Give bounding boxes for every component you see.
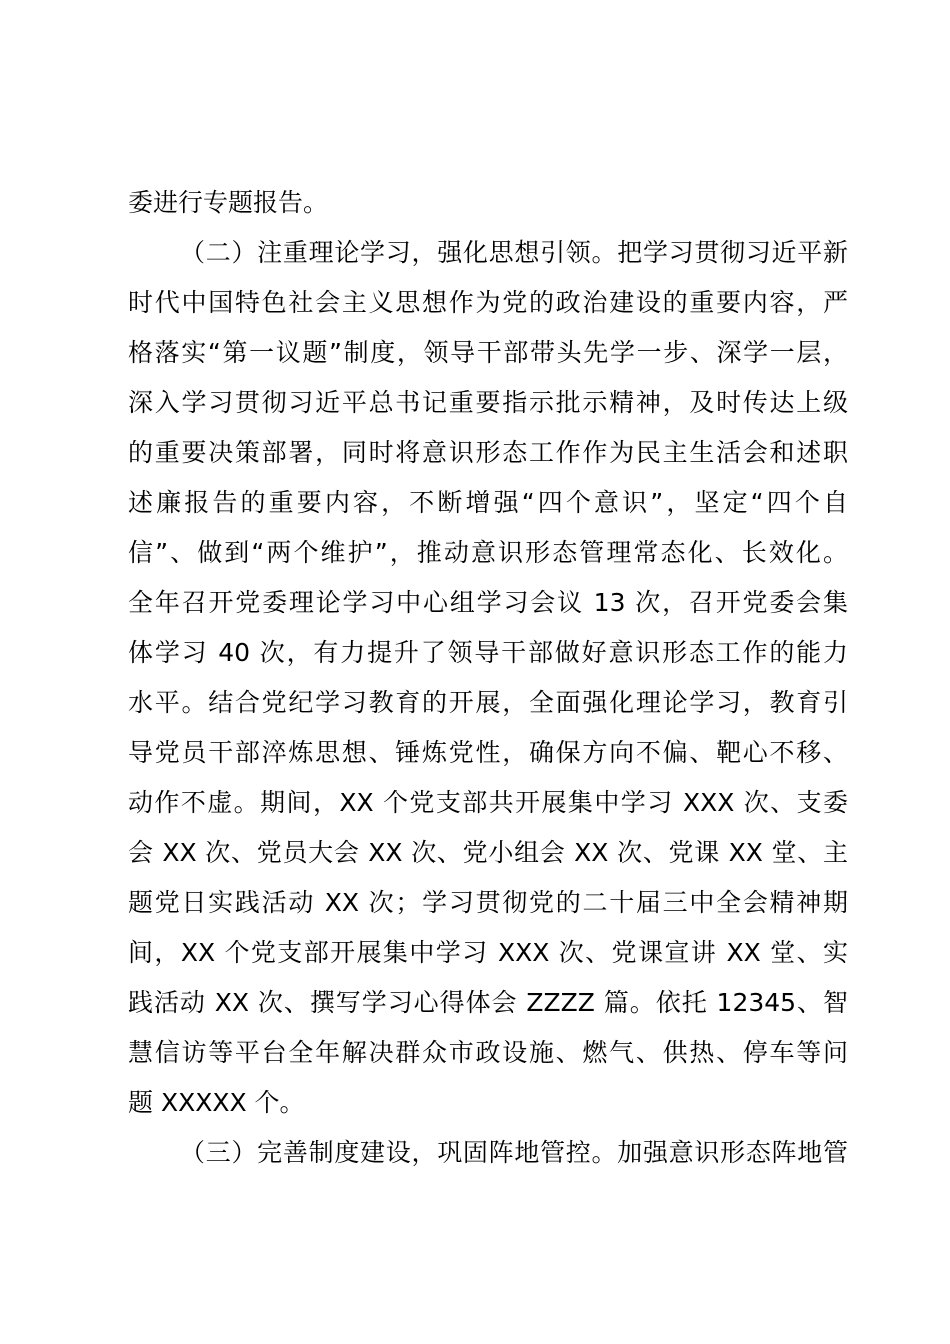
text-line-11: 水平。结合党纪学习教育的开展，全面强化理论学习，教育引 <box>128 688 848 717</box>
text-line-1: 委进行专题报告。 <box>128 188 329 217</box>
text-line-8: 信”、做到“两个维护”，推动意识形态管理常态化、长效化。 <box>128 538 848 567</box>
text-line-7: 述廉报告的重要内容，不断增强“四个意识”，坚定“四个自 <box>128 488 848 517</box>
text-line-14: 会 XX 次、党员大会 XX 次、党小组会 XX 次、党课 XX 堂、主 <box>128 838 848 867</box>
text-line-18: 慧信访等平台全年解决群众市政设施、燃气、供热、停车等问 <box>128 1038 848 1067</box>
text-line-9: 全年召开党委理论学习中心组学习会议 13 次，召开党委会集 <box>128 588 848 617</box>
text-line-4: 格落实“第一议题”制度，领导干部带头先学一步、深学一层， <box>128 338 848 367</box>
text-line-16: 间，XX 个党支部开展集中学习 XXX 次、党课宣讲 XX 堂、实 <box>128 938 848 967</box>
text-line-17: 践活动 XX 次、撰写学习心得体会 ZZZZ 篇。依托 12345、智 <box>128 988 848 1017</box>
text-line-10: 体学习 40 次，有力提升了领导干部做好意识形态工作的能力 <box>128 638 848 667</box>
section-heading-3: （三）完善制度建设，巩固阵地管控。加强意识形态阵地管 <box>180 1138 848 1167</box>
text-line-19: 题 XXXXX 个。 <box>128 1088 305 1117</box>
text-line-6: 的重要决策部署，同时将意识形态工作作为民主生活会和述职 <box>128 438 848 467</box>
text-line-13: 动作不虚。期间，XX 个党支部共开展集中学习 XXX 次、支委 <box>128 788 848 817</box>
text-line-3: 时代中国特色社会主义思想作为党的政治建设的重要内容，严 <box>128 288 848 317</box>
text-line-15: 题党日实践活动 XX 次；学习贯彻党的二十届三中全会精神期 <box>128 888 848 917</box>
text-line-12: 导党员干部淬炼思想、锤炼党性，确保方向不偏、靶心不移、 <box>128 738 848 767</box>
section-heading-2: （二）注重理论学习，强化思想引领。把学习贯彻习近平新 <box>180 238 848 267</box>
text-line-5: 深入学习贯彻习近平总书记重要指示批示精神，及时传达上级 <box>128 388 848 417</box>
